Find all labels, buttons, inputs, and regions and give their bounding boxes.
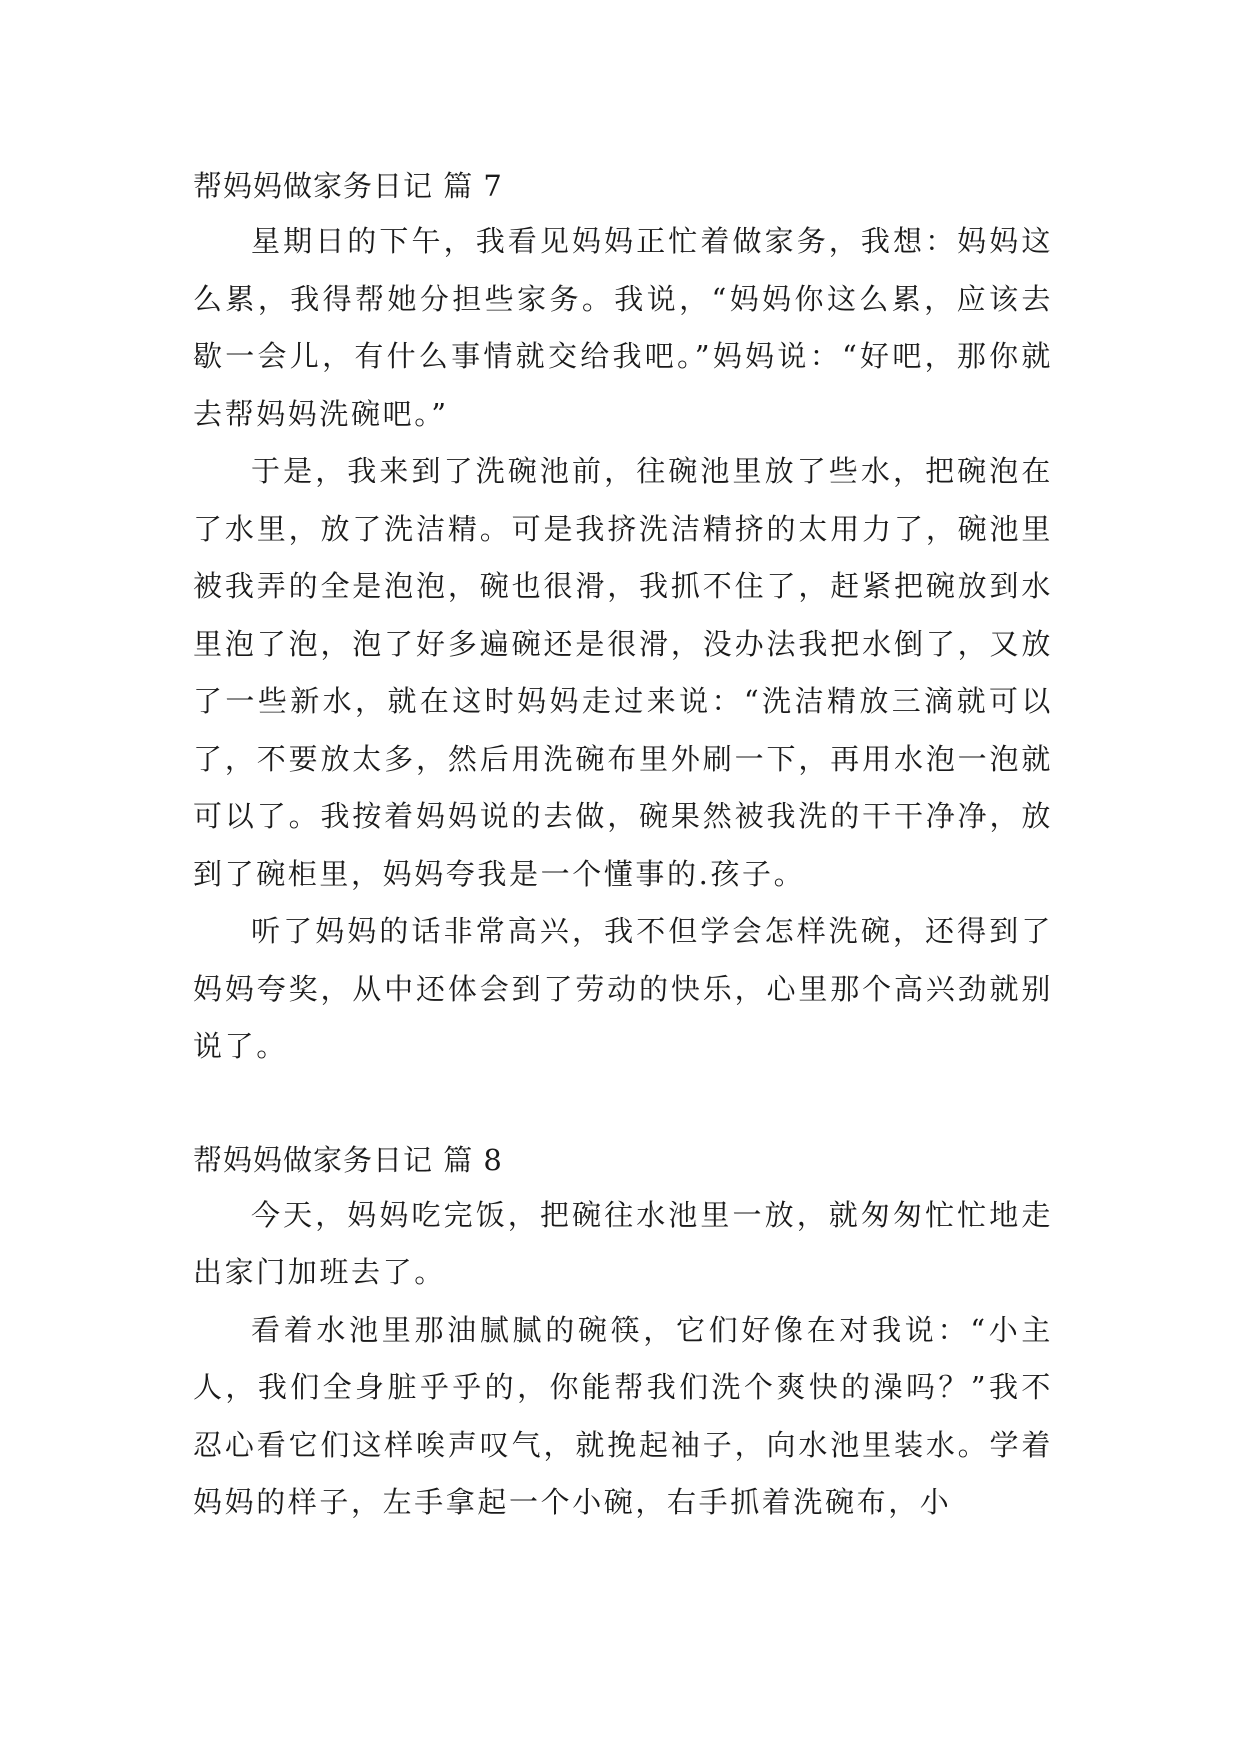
essay-section-8 <box>193 1134 1053 1532</box>
essay-paragraph: 看着水池里那油腻腻的碗筷，它们好像在对我说：“小主人，我们全身脏乎乎的，你能帮我们洗个爽快的澡吗？”我不忍心看它们这样唉声叹气，就挽起袖子，向水池里装水。学着妈妈的样子，左手拿起一个小碗，右手抓着洗碗布，小 <box>193 1312 1053 1519</box>
essay-title: 帮妈妈做家务日记 篇 7 <box>193 169 503 203</box>
essay-paragraph: 听了妈妈的话非常高兴，我不但学会怎样洗碗，还得到了妈妈夸奖，从中还体会到了劳动的快乐，心里那个高兴劲就别说了。 <box>193 914 1053 1063</box>
essay-title: 帮妈妈做家务日记 篇 8 <box>193 1142 503 1177</box>
document-content <box>193 160 1053 1532</box>
essay-paragraph: 于是，我来到了洗碗池前，往碗池里放了些水，把碗泡在了水里，放了洗洁精。可是我挤洗洁精挤的太用力了，碗池里被我弄的全是泡泡，碗也很滑，我抓不住了，赶紧把碗放到水里泡了泡，泡了好多遍碗还是很滑，没办法我把水倒了，又放了一些新水，就在这时妈妈走过来说：“洗洁精放三滴就可以了，不要放太多，然后用洗碗布里外刷一下，再用水泡一泡就可以了。我按着妈妈说的去做，碗果然被我洗的干干净净，放到了碗柜里，妈妈夸我是一个懂事的.孩子。 <box>193 454 1053 891</box>
essay-section-7 <box>193 160 1053 1076</box>
essay-paragraph: 星期日的下午，我看见妈妈正忙着做家务，我想：妈妈这么累，我得帮她分担些家务。我说，“妈妈你这么累，应该去歇一会儿，有什么事情就交给我吧。”妈妈说：“好吧，那你就去帮妈妈洗碗吧。” <box>193 224 1053 431</box>
essay-paragraph: 今天，妈妈吃完饭，把碗往水池里一放，就匆匆忙忙地走出家门加班去了。 <box>193 1197 1053 1289</box>
